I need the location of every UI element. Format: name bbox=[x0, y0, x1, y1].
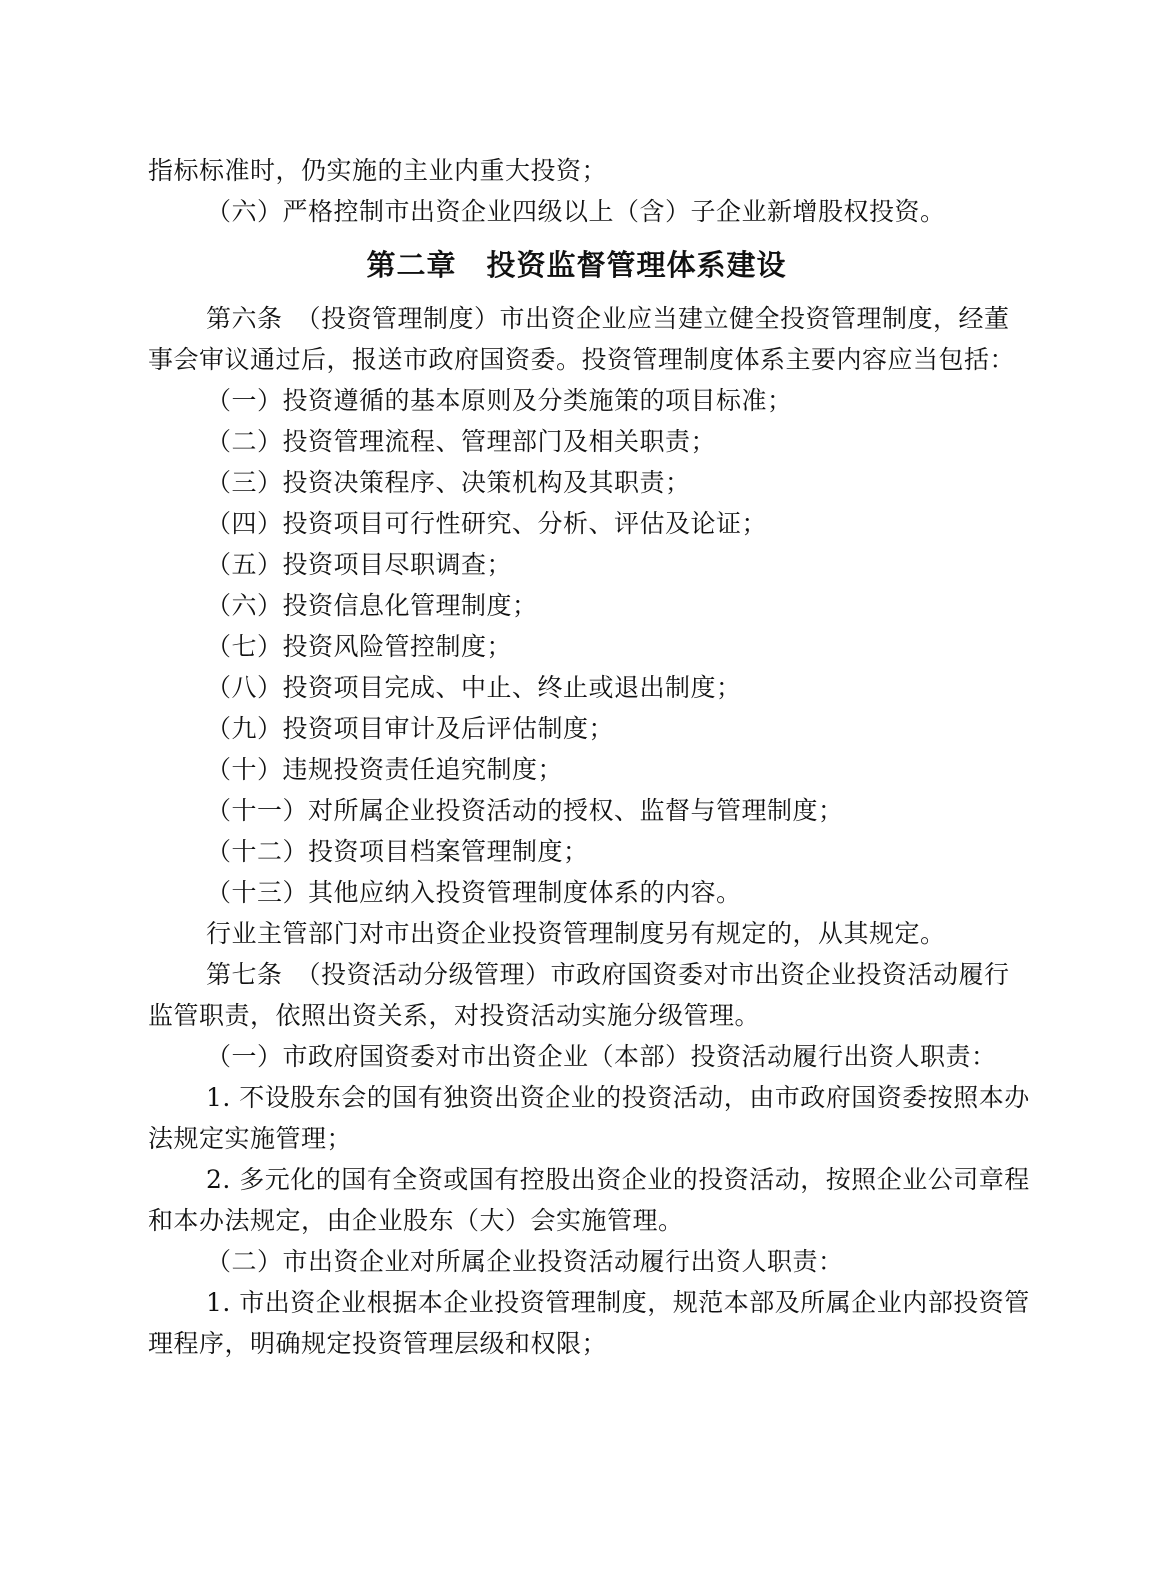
text-line: （一）市政府国资委对市出资企业（本部）投资活动履行出资人职责： bbox=[206, 1042, 997, 1071]
text-line: （六）严格控制市出资企业四级以上（含）子企业新增股权投资。 bbox=[206, 197, 946, 226]
text-line: 指标标准时，仍实施的主业内重大投资； bbox=[148, 156, 608, 185]
text-line: （九）投资项目审计及后评估制度； bbox=[206, 714, 615, 743]
text-line: 监管职责，依照出资关系，对投资活动实施分级管理。 bbox=[148, 1001, 761, 1030]
section-lines-after bbox=[148, 298, 1030, 1364]
text-line: 法规定实施管理； bbox=[148, 1124, 353, 1153]
section-lines-before bbox=[148, 150, 1005, 232]
chapter-heading bbox=[148, 232, 1005, 298]
text-line: 2. 多元化的国有全资或国有控股出资企业的投资活动，按照企业公司章程 bbox=[206, 1165, 1030, 1194]
chapter-title: 投资监督管理体系建设 bbox=[486, 248, 787, 282]
text-line: 第六条 （投资管理制度）市出资企业应当建立健全投资管理制度，经董 bbox=[206, 304, 1010, 333]
text-line: 1. 市出资企业根据本企业投资管理制度，规范本部及所属企业内部投资管 bbox=[206, 1288, 1030, 1317]
text-line: 第七条 （投资活动分级管理）市政府国资委对市出资企业投资活动履行 bbox=[206, 960, 1010, 989]
text-line: （十三）其他应纳入投资管理制度体系的内容。 bbox=[206, 878, 742, 907]
text-line: 1. 不设股东会的国有独资出资企业的投资活动，由市政府国资委按照本办 bbox=[206, 1083, 1030, 1112]
document-body bbox=[148, 150, 1030, 1364]
text-line: （十一）对所属企业投资活动的授权、监督与管理制度； bbox=[206, 796, 844, 825]
text-line: （七）投资风险管控制度； bbox=[206, 632, 513, 661]
text-line: （四）投资项目可行性研究、分析、评估及论证； bbox=[206, 509, 768, 538]
text-line: 理程序，明确规定投资管理层级和权限； bbox=[148, 1329, 608, 1358]
text-line: 事会审议通过后，报送市政府国资委。投资管理制度体系主要内容应当包括： bbox=[148, 345, 1016, 374]
text-line: （八）投资项目完成、中止、终止或退出制度； bbox=[206, 673, 742, 702]
text-line: （三）投资决策程序、决策机构及其职责； bbox=[206, 468, 691, 497]
text-line: （二）投资管理流程、管理部门及相关职责； bbox=[206, 427, 717, 456]
text-line: （六）投资信息化管理制度； bbox=[206, 591, 538, 620]
text-line: （一）投资遵循的基本原则及分类施策的项目标准； bbox=[206, 386, 793, 415]
text-line: （十）违规投资责任追究制度； bbox=[206, 755, 564, 784]
text-line: （十二）投资项目档案管理制度； bbox=[206, 837, 589, 866]
text-line: （二）市出资企业对所属企业投资活动履行出资人职责： bbox=[206, 1247, 844, 1276]
text-line: 行业主管部门对市出资企业投资管理制度另有规定的，从其规定。 bbox=[206, 919, 946, 948]
chapter-number: 第二章 bbox=[366, 248, 457, 282]
text-line: （五）投资项目尽职调查； bbox=[206, 550, 513, 579]
text-line: 和本办法规定，由企业股东（大）会实施管理。 bbox=[148, 1206, 684, 1235]
